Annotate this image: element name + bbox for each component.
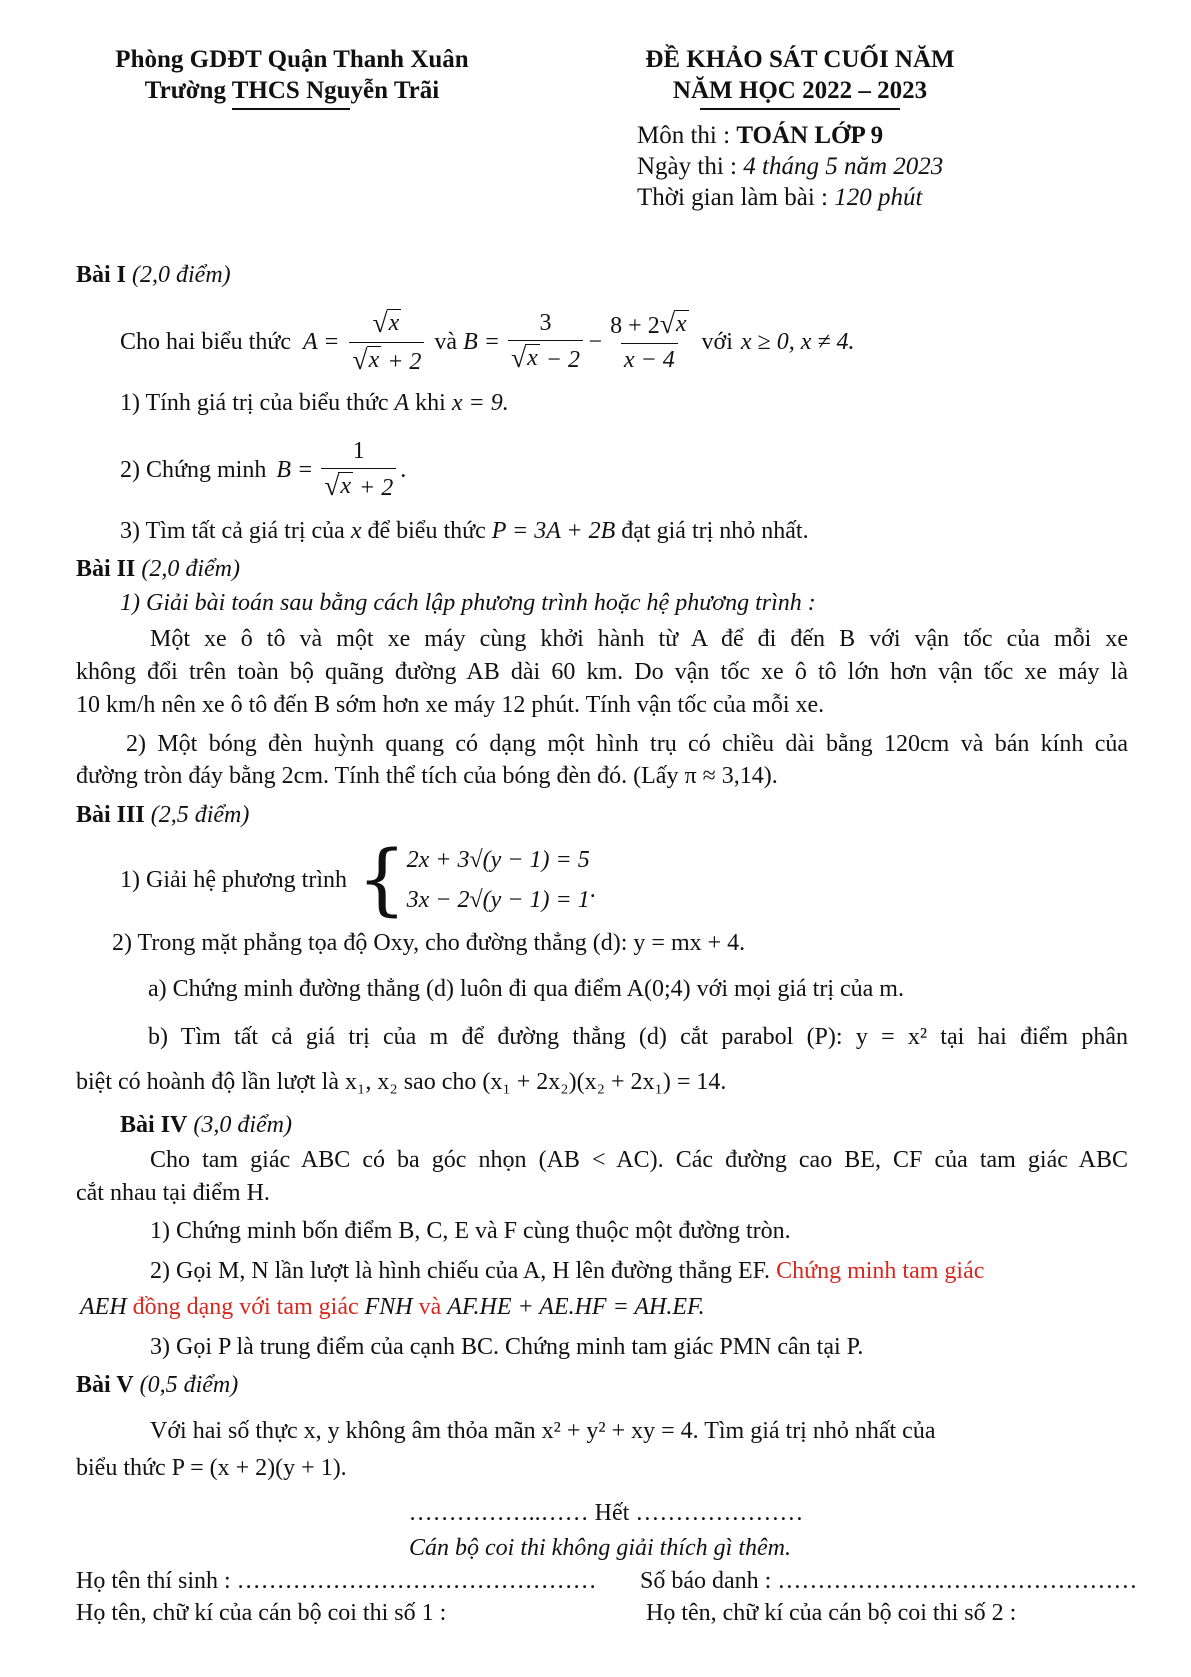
bai1-heading bbox=[76, 262, 231, 289]
bai1-q2-b: B = bbox=[276, 456, 314, 483]
year-underline bbox=[700, 108, 900, 110]
subject-value: TOÁN LỚP 9 bbox=[736, 122, 884, 149]
bai1-q2-period: . bbox=[400, 456, 407, 483]
bai3-q1 bbox=[120, 834, 596, 926]
frac-b1: 3 √ x − 2 bbox=[508, 310, 583, 374]
bai1-q2-text: 2) Chứng minh bbox=[120, 456, 267, 483]
bai1-q3 bbox=[120, 518, 809, 545]
frac-prove: 1 √ x + 2 bbox=[321, 438, 396, 502]
bai1-and: và bbox=[434, 328, 458, 355]
bai1-q1-a: A bbox=[394, 390, 410, 416]
bai1-expressions bbox=[120, 302, 855, 382]
bai2-q2-line2: đường tròn đáy bằng 2cm. Tính thể tích của bóng đèn đó. (Lấy π ≈ 3,14). bbox=[76, 763, 778, 789]
bai1-title: Bài I bbox=[76, 262, 127, 288]
bai1-q3-x: x bbox=[350, 518, 362, 544]
bai5-heading bbox=[76, 1372, 238, 1399]
bai1-q1-when: khi bbox=[415, 390, 446, 416]
bai3-q1-text: 1) Giải hệ phương trình bbox=[120, 866, 347, 893]
bai3-points: (2,5 điểm) bbox=[150, 802, 250, 828]
expr-b: B = bbox=[463, 328, 500, 355]
bai3-title: Bài III bbox=[76, 802, 145, 828]
school-year: NĂM HỌC 2022 – 2023 bbox=[672, 77, 928, 104]
bai4-q2-text: 2) Gọi M, N lần lượt là hình chiếu của A, H lên đường thẳng EF. bbox=[150, 1258, 771, 1284]
subject-line bbox=[637, 122, 883, 150]
bai3-q2: 2) Trong mặt phẳng tọa độ Oxy, cho đường thẳng (d): y = mx + 4. bbox=[112, 930, 746, 956]
bai4-line2: cắt nhau tại điểm H. bbox=[76, 1180, 270, 1206]
frac-a: √ x √ x + 2 bbox=[349, 309, 424, 376]
bai4-q3: 3) Gọi P là trung điểm của cạnh BC. Chứng minh tam giác PMN cân tại P. bbox=[150, 1334, 864, 1360]
school-name: Trường THCS Nguyễn Trãi bbox=[144, 77, 440, 104]
bai4-points: (3,0 điểm) bbox=[193, 1112, 292, 1138]
bai4-line1: Cho tam giác ABC có ba góc nhọn (AB < AC). Các đường cao BE, CF của tam giác ABC bbox=[150, 1147, 1128, 1173]
bai4-q2-line2 bbox=[80, 1294, 705, 1321]
bai4-q2-identity: AF.HE + AE.HF = AH.EF. bbox=[447, 1294, 705, 1320]
bai1-points: (2,0 điểm) bbox=[132, 262, 231, 288]
bai2-heading bbox=[76, 556, 240, 583]
bai1-q3-math: P = 3A + 2B bbox=[491, 518, 616, 544]
equation-system bbox=[407, 840, 590, 920]
bai4-q2-red3: và bbox=[418, 1294, 442, 1320]
proctor1-signature: Họ tên, chữ kí của cán bộ coi thi số 1 : bbox=[76, 1600, 447, 1626]
frac-b2: 8 + 2 √ x x − 4 bbox=[610, 308, 687, 373]
bai1-q1-math: x = 9. bbox=[451, 390, 509, 416]
triangle-fnh: FNH bbox=[364, 1294, 413, 1320]
bai5-line1: Với hai số thực x, y không âm thỏa mãn x² + y² + xy = 4. Tìm giá trị nhỏ nhất của bbox=[150, 1418, 936, 1444]
school-underline bbox=[232, 108, 350, 110]
bai1-q1 bbox=[120, 390, 509, 417]
system-period: . bbox=[589, 876, 596, 903]
bai3-heading bbox=[76, 802, 249, 829]
end-marker: ……………..…… Hết ………………… bbox=[408, 1500, 804, 1526]
bai1-q3-a: 3) Tìm tất cả giá trị của bbox=[120, 518, 345, 544]
bai4-q2-red1: Chứng minh tam giác bbox=[776, 1258, 985, 1284]
dept-name: Phòng GDĐT Quận Thanh Xuân bbox=[115, 46, 469, 73]
date-line bbox=[637, 153, 943, 181]
bai1-q3-b: để biểu thức bbox=[367, 518, 486, 544]
date-value: 4 tháng 5 năm 2023 bbox=[743, 153, 944, 180]
exam-title: ĐỀ KHẢO SÁT CUỐI NĂM bbox=[645, 46, 955, 73]
system-brace: { bbox=[357, 835, 407, 925]
bai4-title: Bài IV bbox=[120, 1112, 188, 1138]
bai1-q3-c: đạt giá trị nhỏ nhất. bbox=[621, 518, 809, 544]
bai1-intro: Cho hai biểu thức bbox=[120, 328, 291, 355]
bai3-qb-line2: biệt có hoành độ lần lượt là x₁, x₂ sao cho (x₁ + 2x₂)(x₂ + 2x₁) = 14. bbox=[76, 1069, 727, 1095]
bai2-q1-line1: Một xe ô tô và một xe máy cùng khởi hành từ A để đi đến B với vận tốc của mỗi xe bbox=[150, 626, 1128, 652]
proctor2-signature: Họ tên, chữ kí của cán bộ coi thi số 2 : bbox=[646, 1600, 1017, 1626]
time-value: 120 phút bbox=[834, 184, 923, 211]
bai2-q1-line3: 10 km/h nên xe ô tô đến B sớm hơn xe máy 12 phút. Tính vận tốc của mỗi xe. bbox=[76, 692, 825, 718]
date-label: Ngày thi : bbox=[637, 153, 744, 180]
bai5-title: Bài V bbox=[76, 1372, 134, 1398]
time-line bbox=[637, 184, 922, 212]
bai2-points: (2,0 điểm) bbox=[141, 556, 240, 582]
bai4-q1: 1) Chứng minh bốn điểm B, C, E và F cùng thuộc một đường tròn. bbox=[150, 1218, 791, 1244]
candidate-number-field: Số báo danh : ……………………………………… bbox=[640, 1568, 1138, 1594]
equation-2: 3x − 2√(y − 1) = 1 bbox=[406, 887, 590, 913]
bai2-q2-line1: 2) Một bóng đèn huỳnh quang có dạng một hình trụ có chiều dài bằng 120cm và bán kính của bbox=[126, 731, 1128, 757]
proctor-note: Cán bộ coi thi không giải thích gì thêm. bbox=[409, 1535, 791, 1561]
bai1-cond: với bbox=[701, 328, 733, 355]
bai3-qa: a) Chứng minh đường thẳng (d) luôn đi qua điểm A(0;4) với mọi giá trị của m. bbox=[148, 976, 904, 1002]
subject-label: Môn thi : bbox=[637, 122, 737, 149]
expr-a: A = bbox=[302, 328, 340, 355]
triangle-aeh: AEH bbox=[80, 1294, 127, 1320]
bai1-q1-text: 1) Tính giá trị của biểu thức bbox=[120, 390, 389, 416]
student-name-field: Họ tên thí sinh : ……………………………………… bbox=[76, 1568, 597, 1594]
bai2-title: Bài II bbox=[76, 556, 136, 582]
bai4-q2-line1 bbox=[150, 1258, 984, 1285]
minus: − bbox=[586, 328, 604, 355]
equation-1: 2x + 3√(y − 1) = 5 bbox=[406, 847, 590, 873]
time-label: Thời gian làm bài : bbox=[637, 184, 835, 211]
bai5-line2: biểu thức P = (x + 2)(y + 1). bbox=[76, 1455, 347, 1481]
bai1-q2 bbox=[120, 430, 406, 510]
bai2-q1-title: 1) Giải bài toán sau bằng cách lập phương trình hoặc hệ phương trình : bbox=[120, 590, 816, 616]
bai4-q2-red2: đồng dạng với tam giác bbox=[132, 1294, 359, 1320]
bai5-points: (0,5 điểm) bbox=[139, 1372, 239, 1398]
bai4-heading bbox=[120, 1112, 292, 1139]
bai2-q1-line2: không đổi trên toàn bộ quãng đường AB dài 60 km. Do vận tốc xe ô tô lớn hơn vận tốc xe máy là bbox=[76, 659, 1128, 685]
bai1-cond-math: x ≥ 0, x ≠ 4. bbox=[740, 328, 855, 355]
bai3-qb-line1: b) Tìm tất cả giá trị của m để đường thẳng (d) cắt parabol (P): y = x² tại hai điểm phân bbox=[148, 1024, 1128, 1050]
